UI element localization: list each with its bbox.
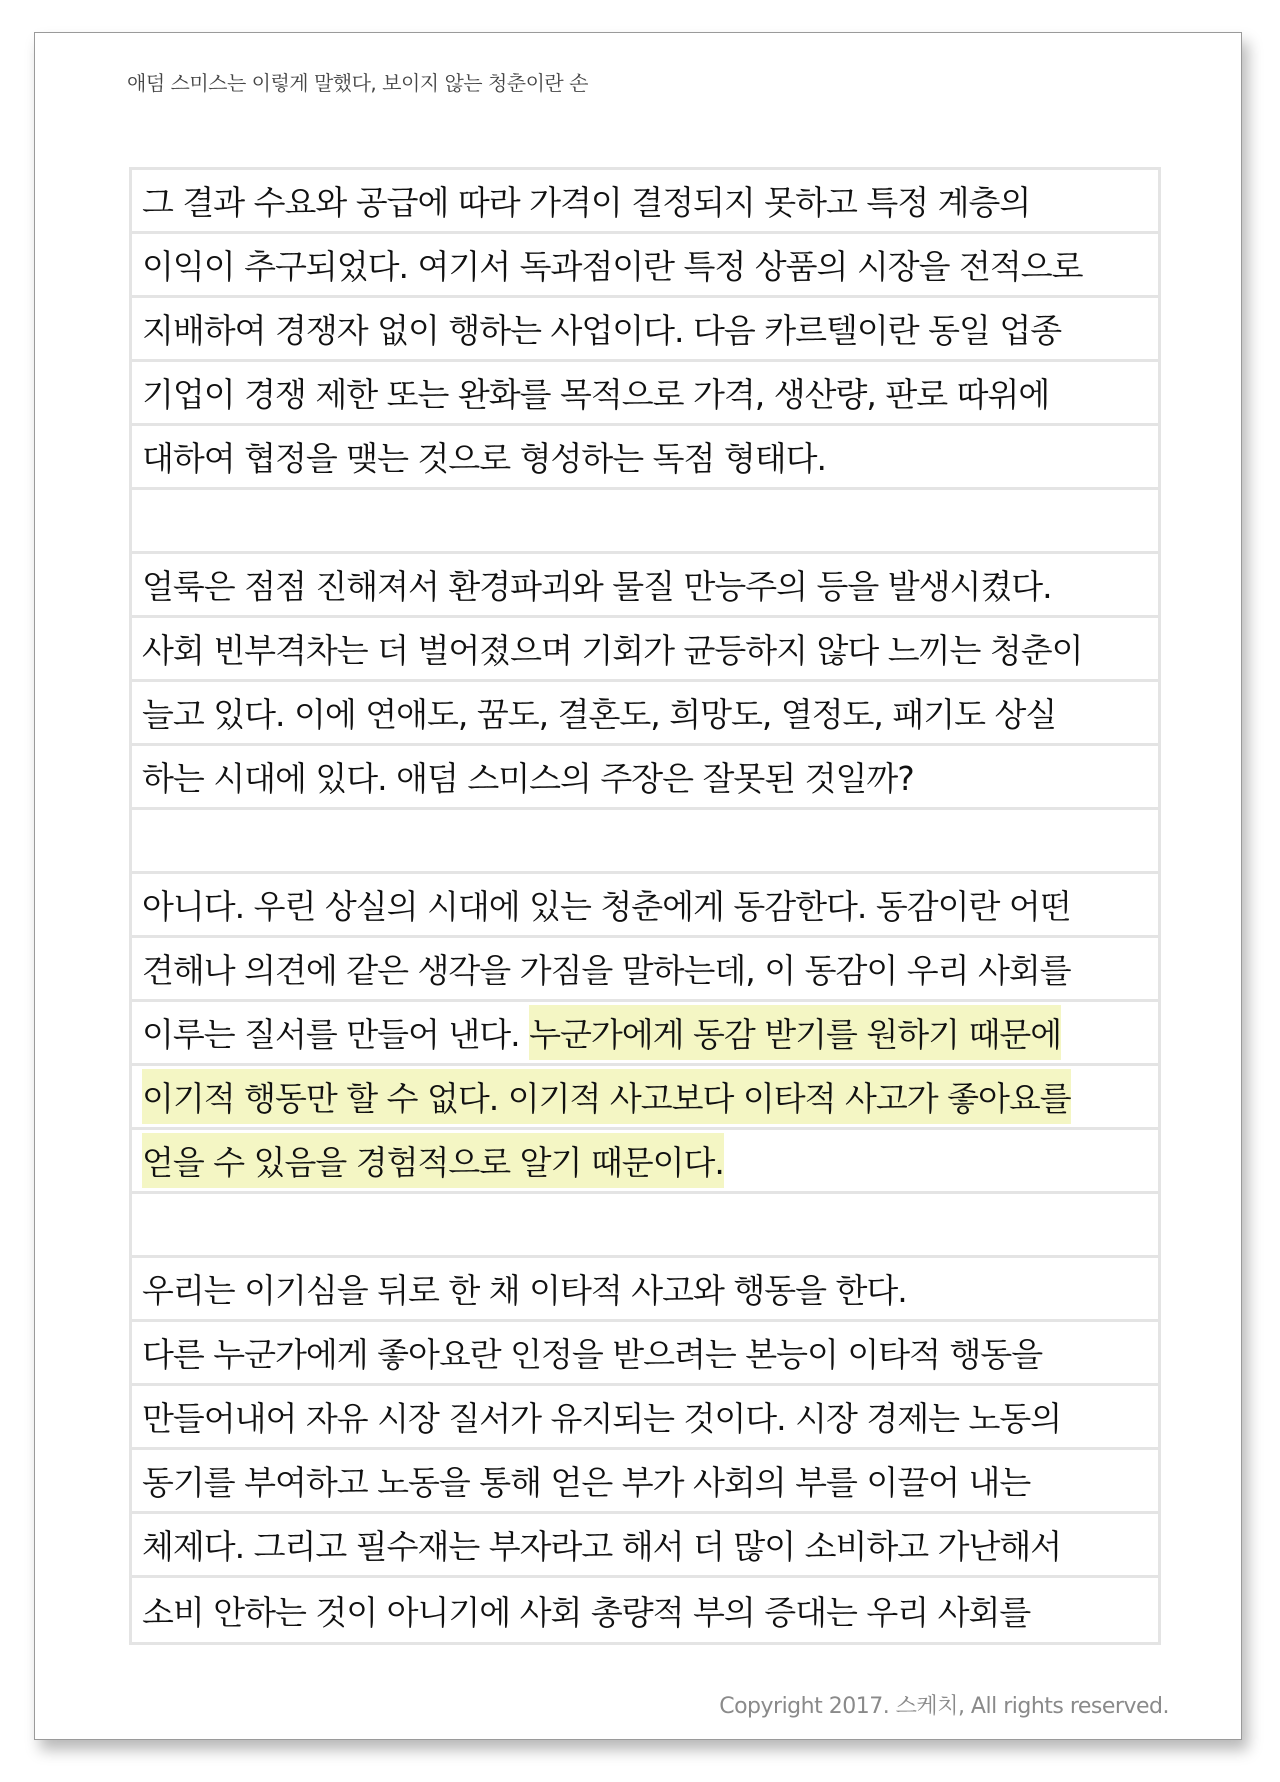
line-text: 지배하여 경쟁자 없이 행하는 사업이다. 다음 카르텔이란 동일 업종 [142,311,1062,350]
line-text: 늘고 있다. 이에 연애도, 꿈도, 결혼도, 희망도, 열정도, 패기도 상실 [142,695,1057,734]
text-line [132,746,1158,810]
line-text: 사회 빈부격차는 더 벌어졌으며 기회가 균등하지 않다 느끼는 청춘이 [142,631,1083,670]
blank-line [132,810,1158,874]
line-text: 우리는 이기심을 뒤로 한 채 이타적 사고와 행동을 한다. [142,1271,907,1310]
line-text: 이루는 질서를 만들어 낸다. [142,1015,530,1054]
text-line [132,362,1158,426]
line-text: 아니다. 우린 상실의 시대에 있는 청춘에게 동감한다. 동감이란 어떤 [142,887,1071,926]
text-line [132,426,1158,490]
text-line [132,1578,1158,1642]
text-line [132,1322,1158,1386]
text-line [132,554,1158,618]
line-text: 동기를 부여하고 노동을 통해 얻은 부가 사회의 부를 이끌어 내는 [142,1463,1031,1502]
line-text: 하는 시대에 있다. 애덤 스미스의 주장은 잘못된 것일까? [142,759,914,798]
line-text: 다른 누군가에게 좋아요란 인정을 받으려는 본능이 이타적 행동을 [142,1335,1043,1374]
text-line [132,618,1158,682]
text-line [132,234,1158,298]
line-text: 그 결과 수요와 공급에 따라 가격이 결정되지 못하고 특정 계층의 [142,183,1031,222]
text-line [132,1514,1158,1578]
text-table [129,167,1161,1645]
text-line [132,298,1158,362]
text-line [132,1386,1158,1450]
line-text: 이익이 추구되었다. 여기서 독과점이란 특정 상품의 시장을 전적으로 [142,247,1083,286]
line-text: 대하여 협정을 맺는 것으로 형성하는 독점 형태다. [142,439,826,478]
blank-line [132,1194,1158,1258]
text-line [132,1258,1158,1322]
text-line [132,1130,1158,1194]
running-title: 애덤 스미스는 이렇게 말했다, 보이지 않는 청춘이란 손 [127,71,588,95]
line-text: 만들어내어 자유 시장 질서가 유지되는 것이다. 시장 경제는 노동의 [142,1399,1062,1438]
line-text: 얼룩은 점점 진해져서 환경파괴와 물질 만능주의 등을 발생시켰다. [142,567,1052,606]
copyright-notice: Copyright 2017. 스케치, All rights reserved. [719,1694,1169,1719]
document-page [34,32,1242,1740]
text-line [132,170,1158,234]
blank-line [132,490,1158,554]
text-line [132,1450,1158,1514]
line-text: 견해나 의견에 같은 생각을 가짐을 말하는데, 이 동감이 우리 사회를 [142,951,1071,990]
text-line [132,938,1158,1002]
text-line [132,682,1158,746]
line-text: 기업이 경쟁 제한 또는 완화를 목적으로 가격, 생산량, 판로 따위에 [142,375,1050,414]
highlighted-text: 얻을 수 있음을 경험적으로 알기 때문이다. [142,1133,724,1188]
line-text: 소비 안하는 것이 아니기에 사회 총량적 부의 증대는 우리 사회를 [142,1592,1031,1632]
highlighted-text: 누군가에게 동감 받기를 원하기 때문에 [529,1005,1061,1060]
highlighted-text: 이기적 행동만 할 수 없다. 이기적 사고보다 이타적 사고가 좋아요를 [142,1069,1071,1124]
text-line [132,1002,1158,1066]
line-text: 체제다. 그리고 필수재는 부자라고 해서 더 많이 소비하고 가난해서 [142,1527,1062,1566]
text-line [132,874,1158,938]
text-line [132,1066,1158,1130]
